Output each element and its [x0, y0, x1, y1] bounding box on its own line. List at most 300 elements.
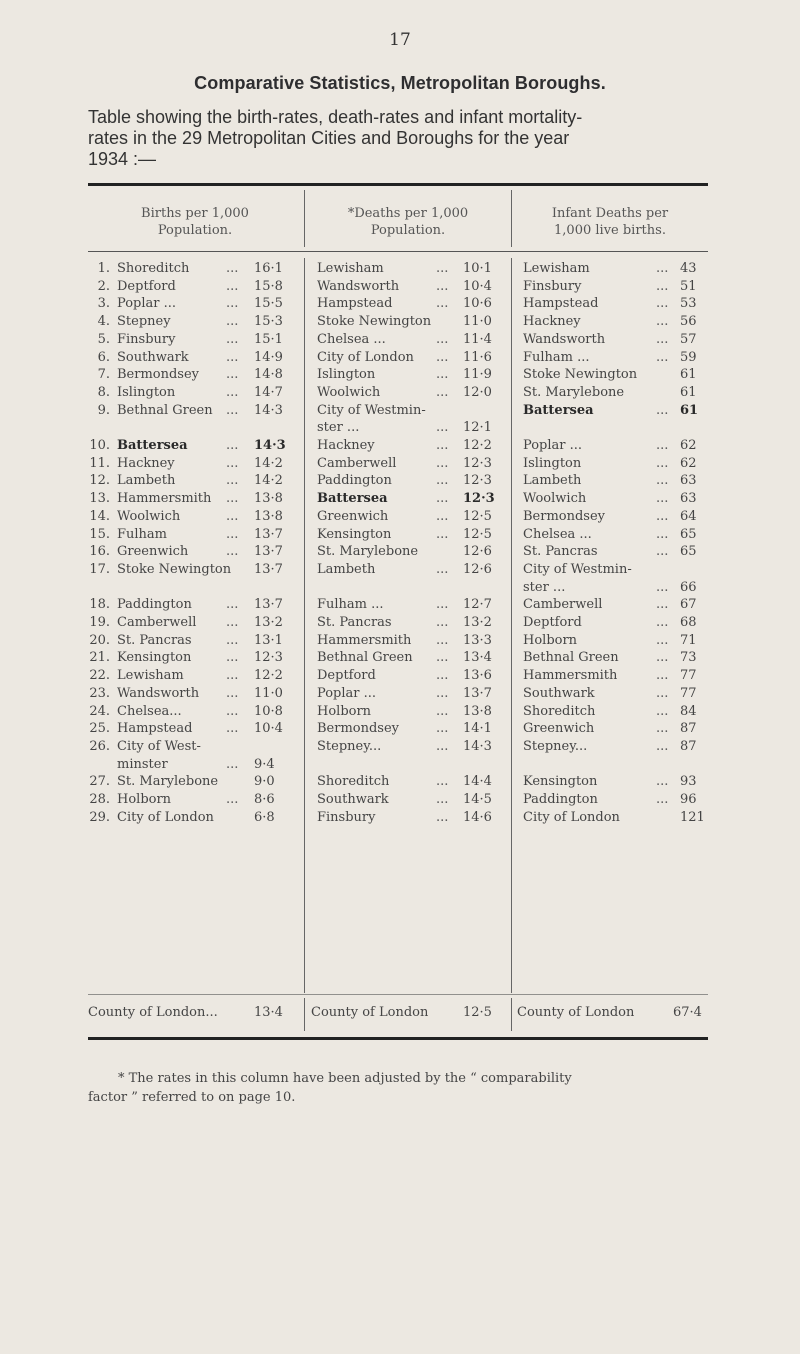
births-rate-value: 13·2: [254, 615, 283, 630]
infant-borough-name: Hammersmith: [523, 668, 618, 683]
births-borough-name: Chelsea...: [117, 704, 182, 719]
table-row: [0, 632, 800, 649]
leader-dots: ...: [656, 792, 669, 807]
county-deaths-value: 12·5: [463, 1005, 492, 1020]
births-rate-value: 14·2: [254, 473, 283, 488]
births-borough-name: St. Marylebone: [117, 774, 219, 789]
leader-dots: ...: [436, 650, 449, 665]
table-row: [0, 649, 800, 666]
leader-dots: ...: [656, 527, 669, 542]
rank-number: 7.: [97, 367, 110, 382]
footnote-line: factor ” referred to on page 10.: [88, 1090, 296, 1105]
table-row: [0, 490, 800, 507]
infant-rate-value: 73: [680, 650, 697, 665]
rank-number: 23.: [89, 686, 110, 701]
deaths-borough-name: Poplar ...: [317, 686, 377, 701]
births-borough-name: Hampstead: [117, 721, 193, 736]
deaths-borough-name: Islington: [317, 367, 376, 382]
leader-dots: ...: [436, 810, 449, 825]
infant-borough-name: ster ...: [523, 580, 566, 595]
deaths-borough-name: Deptford: [317, 668, 376, 683]
county-deaths-name: County of London: [311, 1005, 429, 1020]
leader-dots: ...: [436, 350, 449, 365]
leader-dots: ...: [436, 261, 449, 276]
births-borough-name: Paddington: [117, 597, 192, 612]
leader-dots: ...: [226, 544, 239, 559]
column-divider: [511, 190, 512, 247]
deaths-borough-name: Kensington: [317, 527, 392, 542]
deaths-rate-value: 13·2: [463, 615, 492, 630]
leader-dots: ...: [226, 261, 239, 276]
leader-dots: ...: [436, 367, 449, 382]
infant-borough-name: Islington: [523, 456, 582, 471]
deaths-rate-value: 13·6: [463, 668, 492, 683]
leader-dots: ...: [656, 544, 669, 559]
infant-rate-value: 63: [680, 491, 697, 506]
leader-dots: ...: [226, 403, 239, 418]
infant-rate-value: 51: [680, 279, 697, 294]
births-rate-value: 14·2: [254, 456, 283, 471]
births-borough-name: Battersea: [117, 438, 188, 453]
leader-dots: ...: [436, 438, 449, 453]
births-rate-value: 13·8: [254, 509, 283, 524]
deaths-rate-value: 10·4: [463, 279, 492, 294]
leader-dots: ...: [226, 491, 239, 506]
deaths-borough-name: Fulham ...: [317, 597, 384, 612]
infant-rate-value: 66: [680, 580, 697, 595]
leader-dots: ...: [436, 332, 449, 347]
leader-dots: ...: [436, 597, 449, 612]
column-divider: [304, 190, 305, 247]
table-row: [0, 756, 800, 773]
leader-dots: ...: [226, 509, 239, 524]
deaths-rate-value: 13·8: [463, 704, 492, 719]
rank-number: 27.: [89, 774, 110, 789]
rank-number: 3.: [97, 296, 110, 311]
deaths-borough-name: Wandsworth: [317, 279, 400, 294]
leader-dots: ...: [656, 686, 669, 701]
infant-borough-name: Woolwich: [523, 491, 587, 506]
column-header-infant-deaths: [512, 205, 708, 239]
leader-dots: ...: [656, 739, 669, 754]
births-rate-value: 14·8: [254, 367, 283, 382]
rank-number: 13.: [89, 491, 110, 506]
leader-dots: ...: [226, 704, 239, 719]
infant-rate-value: 121: [680, 810, 705, 825]
births-rate-value: 15·8: [254, 279, 283, 294]
births-borough-name: Poplar ...: [117, 296, 177, 311]
table-row: [0, 455, 800, 472]
rank-number: 17.: [89, 562, 110, 577]
column-header-deaths: [305, 205, 511, 239]
deaths-borough-name: Lambeth: [317, 562, 376, 577]
county-infant-name: County of London: [517, 1005, 635, 1020]
table-row: [0, 313, 800, 330]
rank-number: 20.: [89, 633, 110, 648]
leader-dots: ...: [656, 314, 669, 329]
rank-number: 5.: [97, 332, 110, 347]
births-borough-name: Lewisham: [117, 668, 184, 683]
infant-borough-name: St. Marylebone: [523, 385, 625, 400]
births-rate-value: 15·5: [254, 296, 283, 311]
table-row: [0, 543, 800, 560]
leader-dots: ...: [436, 420, 449, 435]
infant-rate-value: 93: [680, 774, 697, 789]
deaths-rate-value: 14·1: [463, 721, 492, 736]
births-borough-name: Southwark: [117, 350, 189, 365]
births-borough-name: Holborn: [117, 792, 172, 807]
leader-dots: ...: [656, 296, 669, 311]
deaths-borough-name: Shoreditch: [317, 774, 390, 789]
deaths-rate-value: 13·4: [463, 650, 492, 665]
county-births-value: 13·4: [254, 1005, 283, 1020]
table-row: [0, 384, 800, 401]
deaths-borough-name: Bethnal Green: [317, 650, 413, 665]
intro-line: 1934 :—: [88, 149, 157, 169]
infant-borough-name: Battersea: [523, 403, 594, 418]
births-borough-name: Hackney: [117, 456, 175, 471]
deaths-rate-value: 14·6: [463, 810, 492, 825]
infant-rate-value: 64: [680, 509, 697, 524]
deaths-borough-name: Lewisham: [317, 261, 384, 276]
rank-number: 24.: [89, 704, 110, 719]
infant-rate-value: 65: [680, 527, 697, 542]
table-row: [0, 579, 800, 596]
page-heading: Comparative Statistics, Metropolitan Boroughs.: [194, 73, 606, 93]
deaths-borough-name: City of London: [317, 350, 414, 365]
leader-dots: ...: [656, 633, 669, 648]
column-header-line: Population.: [370, 223, 446, 238]
footnote-line: * The rates in this column have been adjusted by the “ comparability: [118, 1071, 572, 1086]
deaths-rate-value: 12·7: [463, 597, 492, 612]
births-borough-name: Lambeth: [117, 473, 176, 488]
table-row: [0, 596, 800, 613]
leader-dots: ...: [656, 774, 669, 789]
deaths-borough-name: Stoke Newington: [317, 314, 432, 329]
column-header-line: Births per 1,000: [141, 206, 249, 221]
deaths-rate-value: 11·6: [463, 350, 492, 365]
infant-borough-name: City of Westmin-: [523, 562, 632, 577]
leader-dots: ...: [436, 704, 449, 719]
rank-number: 4.: [97, 314, 110, 329]
deaths-borough-name: Greenwich: [317, 509, 389, 524]
infant-rate-value: 77: [680, 668, 697, 683]
births-borough-name: City of West-: [117, 739, 201, 754]
births-borough-name: minster: [117, 757, 168, 772]
leader-dots: ...: [656, 350, 669, 365]
rank-number: 19.: [89, 615, 110, 630]
deaths-borough-name: St. Pancras: [317, 615, 392, 630]
infant-rate-value: 63: [680, 473, 697, 488]
leader-dots: ...: [436, 509, 449, 524]
leader-dots: ...: [436, 774, 449, 789]
births-borough-name: Hammersmith: [117, 491, 212, 506]
infant-borough-name: Holborn: [523, 633, 578, 648]
leader-dots: ...: [226, 473, 239, 488]
births-rate-value: 14·9: [254, 350, 283, 365]
births-rate-value: 13·1: [254, 633, 283, 648]
deaths-rate-value: 11·9: [463, 367, 492, 382]
county-births-name: County of London...: [88, 1005, 218, 1020]
table-row: [0, 738, 800, 755]
deaths-rate-value: 14·5: [463, 792, 492, 807]
rank-number: 12.: [89, 473, 110, 488]
table-row: [0, 809, 800, 826]
county-separator-rule: [88, 994, 708, 995]
leader-dots: ...: [656, 438, 669, 453]
infant-borough-name: Lewisham: [523, 261, 590, 276]
column-header-line: 1,000 live births.: [554, 223, 666, 238]
leader-dots: ...: [436, 792, 449, 807]
column-header-line: *Deaths per 1,000: [347, 206, 469, 221]
table-bottom-rule: [88, 1037, 708, 1040]
deaths-rate-value: 12·3: [463, 491, 495, 506]
leader-dots: ...: [656, 261, 669, 276]
deaths-rate-value: 12·1: [463, 420, 492, 435]
leader-dots: ...: [656, 597, 669, 612]
deaths-rate-value: 12·6: [463, 544, 492, 559]
leader-dots: ...: [436, 491, 449, 506]
deaths-rate-value: 12·3: [463, 456, 492, 471]
leader-dots: ...: [226, 385, 239, 400]
table-row: [0, 295, 800, 312]
infant-borough-name: St. Pancras: [523, 544, 598, 559]
rank-number: 15.: [89, 527, 110, 542]
table-row: [0, 349, 800, 366]
births-borough-name: Woolwich: [117, 509, 181, 524]
deaths-rate-value: 14·3: [463, 739, 492, 754]
rank-number: 1.: [97, 261, 110, 276]
deaths-rate-value: 10·1: [463, 261, 492, 276]
infant-borough-name: Kensington: [523, 774, 598, 789]
leader-dots: ...: [436, 668, 449, 683]
births-borough-name: Bethnal Green: [117, 403, 213, 418]
rank-number: 21.: [89, 650, 110, 665]
births-rate-value: 6·8: [254, 810, 275, 825]
births-rate-value: 14·3: [254, 438, 286, 453]
leader-dots: ...: [226, 792, 239, 807]
births-rate-value: 16·1: [254, 261, 283, 276]
leader-dots: ...: [226, 350, 239, 365]
deaths-borough-name: Woolwich: [317, 385, 381, 400]
leader-dots: ...: [226, 633, 239, 648]
deaths-borough-name: Hammersmith: [317, 633, 412, 648]
infant-rate-value: 43: [680, 261, 697, 276]
rank-number: 8.: [97, 385, 110, 400]
deaths-borough-name: Bermondsey: [317, 721, 400, 736]
infant-rate-value: 59: [680, 350, 697, 365]
deaths-borough-name: Battersea: [317, 491, 388, 506]
births-rate-value: 13·7: [254, 527, 283, 542]
table-row: [0, 472, 800, 489]
infant-rate-value: 77: [680, 686, 697, 701]
page-number: 17: [389, 30, 411, 50]
leader-dots: ...: [226, 597, 239, 612]
infant-borough-name: Hampstead: [523, 296, 599, 311]
births-rate-value: 9·0: [254, 774, 275, 789]
infant-borough-name: Fulham ...: [523, 350, 590, 365]
table-row: [0, 437, 800, 454]
infant-borough-name: Paddington: [523, 792, 598, 807]
county-infant-value: 67·4: [673, 1005, 702, 1020]
infant-rate-value: 61: [680, 403, 699, 418]
rank-number: 9.: [97, 403, 110, 418]
infant-rate-value: 61: [680, 385, 697, 400]
leader-dots: ...: [226, 650, 239, 665]
births-rate-value: 10·8: [254, 704, 283, 719]
deaths-rate-value: 12·6: [463, 562, 492, 577]
infant-rate-value: 68: [680, 615, 697, 630]
deaths-borough-name: St. Marylebone: [317, 544, 419, 559]
births-rate-value: 13·8: [254, 491, 283, 506]
deaths-rate-value: 12·0: [463, 385, 492, 400]
leader-dots: ...: [436, 473, 449, 488]
county-of-london-row: [0, 1004, 800, 1022]
births-rate-value: 8·6: [254, 792, 275, 807]
infant-rate-value: 65: [680, 544, 697, 559]
leader-dots: ...: [656, 332, 669, 347]
leader-dots: ...: [436, 615, 449, 630]
leader-dots: ...: [656, 473, 669, 488]
column-header-line: Infant Deaths per: [551, 206, 669, 221]
births-borough-name: Bermondsey: [117, 367, 200, 382]
table-row: [0, 331, 800, 348]
leader-dots: ...: [436, 633, 449, 648]
leader-dots: ...: [226, 332, 239, 347]
births-rate-value: 14·7: [254, 385, 283, 400]
rank-number: 28.: [89, 792, 110, 807]
leader-dots: ...: [656, 403, 669, 418]
infant-rate-value: 87: [680, 739, 697, 754]
infant-borough-name: Lambeth: [523, 473, 582, 488]
leader-dots: ...: [226, 296, 239, 311]
table-row: [0, 667, 800, 684]
infant-rate-value: 53: [680, 296, 697, 311]
leader-dots: ...: [226, 757, 239, 772]
table-row: [0, 720, 800, 737]
table-row: [0, 561, 800, 578]
deaths-rate-value: 13·7: [463, 686, 492, 701]
births-borough-name: St. Pancras: [117, 633, 192, 648]
births-rate-value: 11·0: [254, 686, 283, 701]
infant-borough-name: Chelsea ...: [523, 527, 592, 542]
births-rate-value: 13·7: [254, 562, 283, 577]
leader-dots: ...: [226, 721, 239, 736]
leader-dots: ...: [226, 615, 239, 630]
leader-dots: ...: [436, 562, 449, 577]
table-row: [0, 685, 800, 702]
rank-number: 2.: [97, 279, 110, 294]
deaths-borough-name: City of Westmin-: [317, 403, 426, 418]
deaths-rate-value: 12·2: [463, 438, 492, 453]
infant-borough-name: Deptford: [523, 615, 582, 630]
deaths-rate-value: 12·3: [463, 473, 492, 488]
births-rate-value: 9·4: [254, 757, 275, 772]
births-borough-name: Stoke Newington: [117, 562, 232, 577]
leader-dots: ...: [436, 686, 449, 701]
leader-dots: ...: [226, 279, 239, 294]
rank-number: 11.: [89, 456, 110, 471]
leader-dots: ...: [656, 456, 669, 471]
births-borough-name: Deptford: [117, 279, 176, 294]
leader-dots: ...: [226, 314, 239, 329]
infant-borough-name: City of London: [523, 810, 620, 825]
deaths-borough-name: Camberwell: [317, 456, 397, 471]
table-row: [0, 260, 800, 277]
deaths-borough-name: Hackney: [317, 438, 375, 453]
rank-number: 26.: [89, 739, 110, 754]
births-borough-name: Greenwich: [117, 544, 189, 559]
deaths-borough-name: Southwark: [317, 792, 389, 807]
births-rate-value: 13·7: [254, 544, 283, 559]
table-row: [0, 419, 800, 436]
births-rate-value: 12·3: [254, 650, 283, 665]
deaths-borough-name: Hampstead: [317, 296, 393, 311]
table-row: [0, 278, 800, 295]
infant-rate-value: 62: [680, 456, 697, 471]
infant-borough-name: Southwark: [523, 686, 595, 701]
table-row: [0, 402, 800, 419]
deaths-borough-name: Paddington: [317, 473, 392, 488]
leader-dots: ...: [656, 509, 669, 524]
births-borough-name: Camberwell: [117, 615, 197, 630]
rank-number: 22.: [89, 668, 110, 683]
infant-borough-name: Camberwell: [523, 597, 603, 612]
table-row: [0, 508, 800, 525]
infant-borough-name: Bermondsey: [523, 509, 606, 524]
leader-dots: ...: [226, 668, 239, 683]
infant-borough-name: Finsbury: [523, 279, 582, 294]
infant-rate-value: 71: [680, 633, 697, 648]
births-rate-value: 14·3: [254, 403, 283, 418]
table-row: [0, 526, 800, 543]
header-separator-rule: [88, 251, 708, 252]
leader-dots: ...: [656, 650, 669, 665]
leader-dots: ...: [226, 367, 239, 382]
deaths-borough-name: Holborn: [317, 704, 372, 719]
births-borough-name: Stepney: [117, 314, 171, 329]
infant-rate-value: 87: [680, 721, 697, 736]
infant-rate-value: 61: [680, 367, 697, 382]
leader-dots: ...: [226, 456, 239, 471]
deaths-rate-value: 12·5: [463, 509, 492, 524]
leader-dots: ...: [656, 721, 669, 736]
table-row: [0, 703, 800, 720]
infant-borough-name: Greenwich: [523, 721, 595, 736]
births-borough-name: Kensington: [117, 650, 192, 665]
deaths-rate-value: 13·3: [463, 633, 492, 648]
infant-rate-value: 84: [680, 704, 697, 719]
births-borough-name: Fulham: [117, 527, 168, 542]
births-borough-name: Islington: [117, 385, 176, 400]
table-row: [0, 773, 800, 790]
intro-line: Table showing the birth-rates, death-rates and infant mortality-: [88, 107, 583, 127]
deaths-rate-value: 12·5: [463, 527, 492, 542]
births-rate-value: 10·4: [254, 721, 283, 736]
births-borough-name: City of London: [117, 810, 214, 825]
table-top-rule: [88, 183, 708, 186]
rank-number: 25.: [89, 721, 110, 736]
infant-rate-value: 62: [680, 438, 697, 453]
leader-dots: ...: [656, 580, 669, 595]
infant-borough-name: Stepney...: [523, 739, 588, 754]
leader-dots: ...: [656, 668, 669, 683]
infant-borough-name: Poplar ...: [523, 438, 583, 453]
rank-number: 10.: [89, 438, 110, 453]
leader-dots: ...: [436, 527, 449, 542]
infant-borough-name: Wandsworth: [523, 332, 606, 347]
leader-dots: ...: [656, 279, 669, 294]
